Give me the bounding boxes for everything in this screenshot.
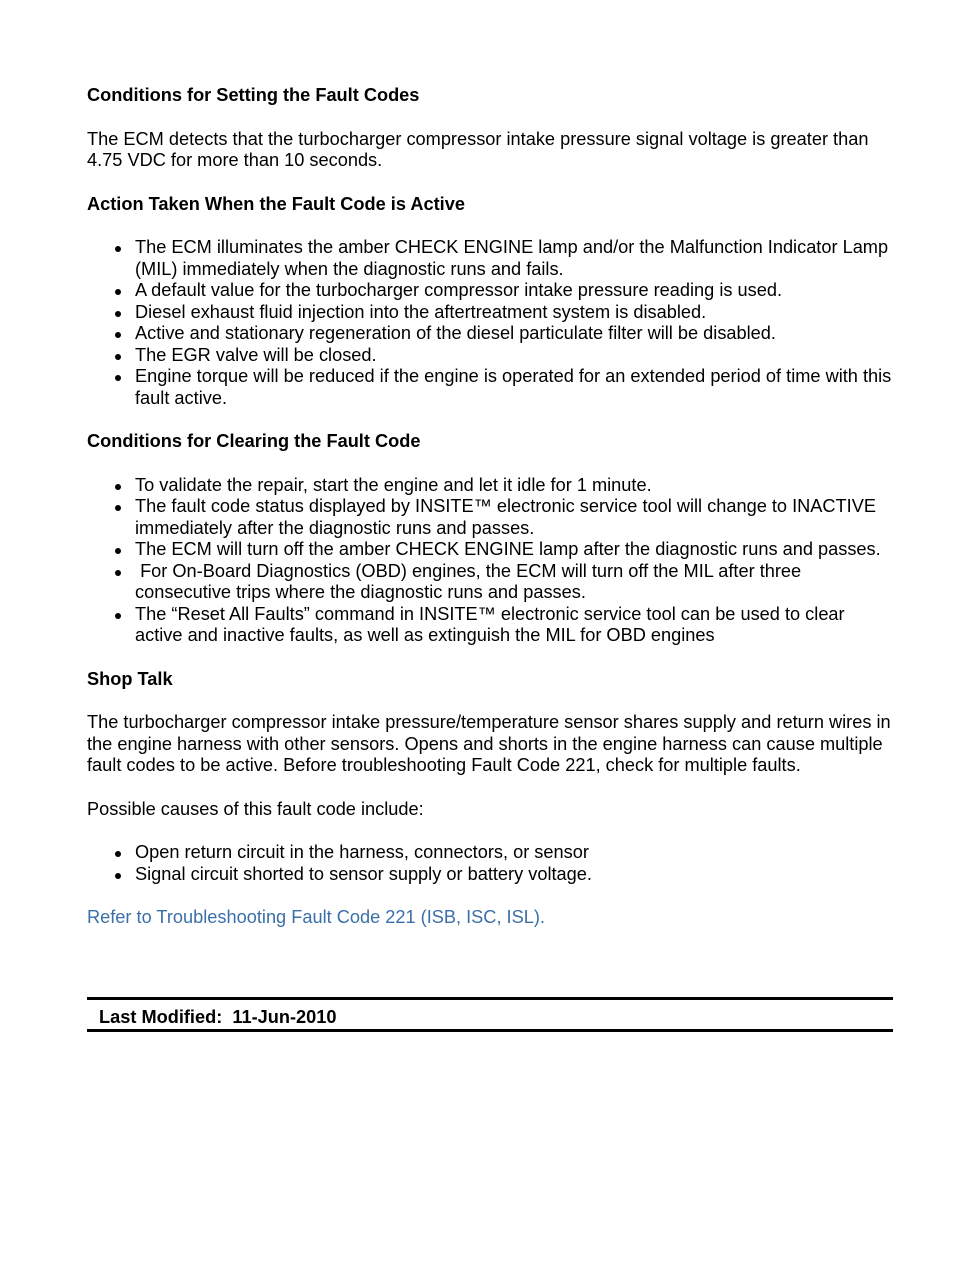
list-item-text: The ECM illuminates the amber CHECK ENGINE lamp and/or the Malfunction Indicator Lamp (MIL) immediately when the diagnostic runs and fails. — [135, 237, 889, 279]
list-item — [135, 864, 893, 886]
bullet-icon — [115, 375, 121, 381]
bullet-icon — [115, 570, 121, 576]
list-item-text: The “Reset All Faults” command in INSITE™ electronic service tool can be used to clear active and inactive faults, as well as extinguish the MIL for OBD engines — [135, 603, 845, 645]
list-item-text: The ECM will turn off the amber CHECK ENGINE lamp after the diagnostic runs and passes. — [135, 539, 881, 559]
last-modified — [99, 1007, 337, 1028]
bullet-icon — [115, 851, 121, 857]
bullet-icon — [115, 332, 121, 338]
heading-setting-conditions: Conditions for Setting the Fault Codes — [87, 85, 420, 105]
document-body — [87, 85, 893, 929]
list-item-text: A default value for the turbocharger compressor intake pressure reading is used. — [135, 280, 783, 300]
bullet-icon — [115, 505, 121, 511]
list-item-text: For On-Board Diagnostics (OBD) engines, the ECM will turn off the MIL after three consecutive trips where the diagnostic runs and passes. — [135, 560, 807, 602]
heading-clearing-conditions: Conditions for Clearing the Fault Code — [87, 431, 421, 451]
bullet-icon — [115, 484, 121, 490]
list-item — [135, 539, 893, 561]
list-item — [135, 475, 893, 497]
list-item — [135, 604, 893, 647]
last-modified-date: 11-Jun-2010 — [232, 1007, 337, 1027]
setting-conditions-text: The ECM detects that the turbocharger compressor intake pressure signal voltage is greater than 4.75 VDC for more than 10 seconds. — [87, 128, 869, 170]
list-item — [135, 561, 893, 604]
list-item-text: Open return circuit in the harness, connectors, or sensor — [135, 842, 589, 862]
list-item — [135, 323, 893, 345]
list-item-text: To validate the repair, start the engine and let it idle for 1 minute. — [135, 474, 652, 495]
possible-causes-list — [87, 842, 893, 885]
clearing-conditions-list — [87, 475, 893, 647]
heading-action-taken: Action Taken When the Fault Code is Active — [87, 193, 465, 214]
list-item — [135, 280, 893, 302]
list-item-text: Engine torque will be reduced if the engine is operated for an extended period of time with this fault active. — [135, 366, 892, 408]
bullet-icon — [115, 613, 121, 619]
list-item — [135, 302, 893, 324]
list-item — [135, 345, 893, 367]
list-item — [135, 842, 893, 864]
list-item — [135, 366, 893, 409]
action-taken-list — [87, 237, 893, 409]
list-item-text: The fault code status displayed by INSITE™ electronic service tool will change to INACTIVE immediately after the diagnostic runs and passes. — [135, 496, 876, 538]
bullet-icon — [115, 289, 121, 295]
list-item — [135, 496, 893, 539]
list-item-text: The EGR valve will be closed. — [135, 344, 377, 365]
list-item — [135, 237, 893, 280]
last-modified-label: Last Modified: — [99, 1007, 223, 1027]
footer-bar — [87, 997, 893, 1032]
troubleshooting-link[interactable]: Refer to Troubleshooting Fault Code 221 (ISB, ISC, ISL). — [87, 907, 545, 927]
shop-talk-text: The turbocharger compressor intake pressure/temperature sensor shares supply and return wires in the engine harness with other sensors. Opens and shorts in the engine harness can cause multiple fault codes to be active. Before troubleshooting Fault Code 221, check for multiple faults. — [87, 712, 891, 775]
possible-causes-intro: Possible causes of this fault code include: — [87, 798, 424, 819]
bullet-icon — [115, 548, 121, 554]
list-item-text: Active and stationary regeneration of the diesel particulate filter will be disabled. — [135, 323, 776, 343]
list-item-text: Diesel exhaust fluid injection into the aftertreatment system is disabled. — [135, 301, 707, 322]
bullet-icon — [115, 873, 121, 879]
bullet-icon — [115, 354, 121, 360]
bullet-icon — [115, 311, 121, 317]
heading-shop-talk: Shop Talk — [87, 668, 173, 689]
list-item-text: Signal circuit shorted to sensor supply or battery voltage. — [135, 863, 592, 884]
bullet-icon — [115, 246, 121, 252]
